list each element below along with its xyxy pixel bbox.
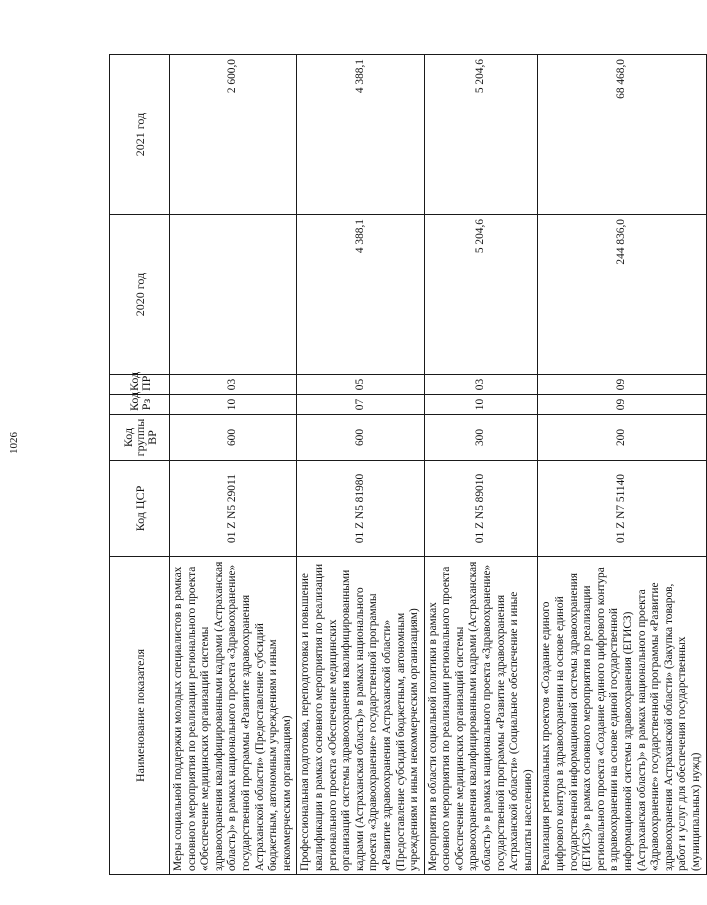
row-pr: 03 (424, 375, 538, 395)
budget-table (109, 54, 707, 875)
row-csr: 01 Z N5 81980 (297, 461, 424, 557)
row-2020: 5 204,6 (424, 215, 538, 375)
row-2020: 244 836,0 (538, 215, 706, 375)
row-2021: 4 388,1 (297, 55, 424, 215)
header-pr: Код ПР (110, 375, 170, 395)
header-name: Наименование показателя (110, 557, 170, 875)
row-2020: 4 388,1 (297, 215, 424, 375)
row-vr: 600 (170, 415, 297, 461)
row-rz: 10 (170, 395, 297, 415)
page-number: 1026 (8, 432, 20, 454)
row-2021: 2 600,0 (170, 55, 297, 215)
row-name: Профессиональная подготовка, переподготовка и повышение квалификации в рамках основного мероприятия по реализации регионального проекта «Обеспечение медицинских организаций системы здравоохранения квалифицированными кадрами (Астраханская область)» в рамках национального проекта «Здравоохранение» государственной программы «Развитие здравоохранения Астраханской области» (Предоставление субсидий бюджетным, автономным учреждениям и иным некоммерческим организациям) (297, 557, 424, 875)
row-csr: 01 Z N7 51140 (538, 461, 706, 557)
row-rz: 10 (424, 395, 538, 415)
row-pr: 05 (297, 375, 424, 395)
row-pr: 03 (170, 375, 297, 395)
table-row (170, 55, 297, 875)
table-header-row (110, 55, 170, 875)
table-row (424, 55, 538, 875)
header-rz: Код Рз (110, 395, 170, 415)
row-pr: 09 (538, 375, 706, 395)
row-name: Меры социальной поддержки молодых специалистов в рамках основного мероприятия по реализации регионального проекта «Обеспечение медицинских организаций системы здравоохранения квалифицированными кадрами (Астраханская область)» в рамках национального проекта «Здравоохранение» государственной программы «Развитие здравоохранения Астраханской области» (Предоставление субсидий бюджетным, автономным учреждениям и иным некоммерческим организациям) (170, 557, 297, 875)
header-2020: 2020 год (110, 215, 170, 375)
row-csr: 01 Z N5 29011 (170, 461, 297, 557)
table-row (297, 55, 424, 875)
header-vr: Код группы ВР (110, 415, 170, 461)
header-csr: Код ЦСР (110, 461, 170, 557)
table-row (538, 55, 706, 875)
row-2021: 5 204,6 (424, 55, 538, 215)
header-2021: 2021 год (110, 55, 170, 215)
row-csr: 01 Z N5 89010 (424, 461, 538, 557)
row-name: Мероприятия в области социальной политики в рамках основного мероприятия по реализации регионального проекта «Обеспечение медицинских организаций системы здравоохранения квалифицированными кадрами (Астраханская область)» в рамках национального проекта «Здравоохранение» государственной программы «Развитие здравоохранения Астраханской области» (Социальное обеспечение и иные выплаты населению) (424, 557, 538, 875)
row-2020 (170, 215, 297, 375)
row-vr: 600 (297, 415, 424, 461)
row-2021: 68 468,0 (538, 55, 706, 215)
row-name: Реализация региональных проектов «Создание единого цифрового контура в здравоохранении на основе единой государственной информационной системы здравоохранения (ЕГИСЗ)» в рамках основного мероприятия по реализации регионального проекта «Создание единого цифрового контура в здравоохранении на основе единой государственной информационной системы здравоохранения (ЕГИСЗ) (Астраханская область)» в рамках национального проекта «Здравоохранение» государственной программы «Развитие здравоохранения Астраханской области» (Закупка товаров, работ и услуг для обеспечения государственных (муниципальных) нужд) (538, 557, 706, 875)
row-vr: 300 (424, 415, 538, 461)
row-rz: 07 (297, 395, 424, 415)
budget-table-rotated (109, 55, 702, 875)
row-vr: 200 (538, 415, 706, 461)
row-rz: 09 (538, 395, 706, 415)
